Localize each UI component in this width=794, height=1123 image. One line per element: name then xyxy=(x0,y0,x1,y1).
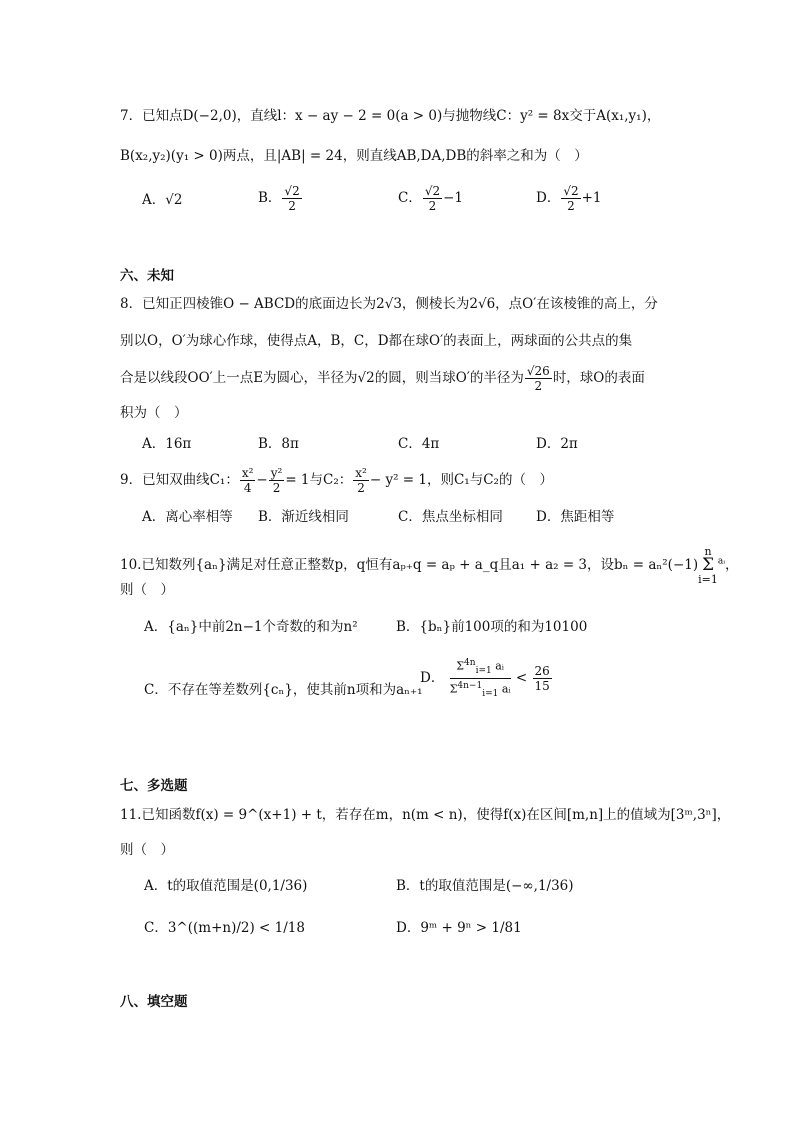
q8-line2: 别以O，O′为球心作球，使得点A，B，C，D都在球O′的表面上，两球面的公共点的集 xyxy=(120,333,633,349)
q8-option-b: B．8π xyxy=(258,436,299,452)
q8-option-a: A．16π xyxy=(142,436,192,452)
q7-option-c: C． $\frac{√2}{2}$ −1 xyxy=(398,184,464,213)
q11-line2: 则（ ） xyxy=(120,842,174,858)
q8-option-c: C．4π xyxy=(398,436,440,452)
q7-option-b: B． $\frac{√2}{2}$ xyxy=(258,184,300,213)
q10-option-d: D． $\frac{\Sigma^{4n}_{i=1} aᵢ}{\Sigma^{4n-1}_{i=1} aᵢ}$ < $\frac{26}{15}$ xyxy=(420,658,550,699)
q11-option-d: D．9ᵐ + 9ⁿ > 1/81 xyxy=(396,920,522,936)
q10-option-a: A．{aₙ}中前2n−1个奇数的和为n² xyxy=(144,619,358,635)
q7-option-d: D． $\frac{√2}{2}$ +1 xyxy=(536,184,602,213)
q10-option-c: C．不存在等差数列{cₙ}，使其前n项和为aₙ₊₁ xyxy=(144,682,423,698)
q9-option-c: C．焦点坐标相同 xyxy=(398,509,503,525)
q11-option-b: B．t的取值范围是(−∞,1/36) xyxy=(396,878,574,894)
section-heading-7: 七、多选题 xyxy=(120,778,188,794)
q9-line1: 9．已知双曲线C₁： $\frac{\text{x²}}{4}$ − $\frac{\text{y²}}{2}$ = 1与C₂： $\frac{\text{x²}}{2}$ − y² = 1，则C₁与C₂的（ ） xyxy=(120,466,553,495)
q7-line1: 7．已知点D(−2,0)，直线l：x − ay − 2 = 0(a > 0)与抛物线C：y² = 8x交于A(x₁,y₁)， xyxy=(120,108,661,124)
q8-line1: 8．已知正四棱锥O − ABCD的底面边长为2√3，侧棱长为2√6，点O′在该棱锥的高上，分 xyxy=(120,296,658,312)
q8-option-d: D．2π xyxy=(536,436,578,452)
q10-option-b: B．{bₙ}前100项的和为10100 xyxy=(396,619,588,635)
q8-line3: 合是以线段OO′上一点E为圆心，半径为√2的圆，则当球O′的半径为 $\frac{√26}{2}$ 时，球O的表面 xyxy=(120,364,645,393)
section-heading-6: 六、未知 xyxy=(120,268,174,284)
section-heading-8: 八、填空题 xyxy=(120,994,188,1010)
q7-option-a: A．√2 xyxy=(142,192,183,208)
q7-line2: B(x₂,y₂)(y₁ > 0)两点，且|AB| = 24，则直线AB,DA,DB的斜率之和为（ ） xyxy=(120,148,588,164)
q11-option-a: A．t的取值范围是(0,1/36) xyxy=(144,878,308,894)
q9-option-d: D．焦距相等 xyxy=(536,509,615,525)
q8-line4: 积为（ ） xyxy=(120,405,188,421)
q9-option-a: A．离心率相等 xyxy=(142,509,233,525)
q10-line2: 则（ ） xyxy=(120,582,174,598)
q9-option-b: B．渐近线相同 xyxy=(258,509,349,525)
q10-line1: 10.已知数列{aₙ}满足对任意正整数p，q恒有aₚ₊q = aₚ + a_q且a₁ + a₂ = 3，设bₙ = aₙ²(−1) n Σ i=1 $^{aᵢ}$， xyxy=(120,545,739,586)
q11-option-c: C．3^((m+n)/2) < 1/18 xyxy=(144,920,305,936)
q11-line1: 11.已知函数f(x) = 9^(x+1) + t，若存在m，n(m < n)，使得f(x)在区间[m,n]上的值域为[3ᵐ,3ⁿ]， xyxy=(120,807,731,823)
